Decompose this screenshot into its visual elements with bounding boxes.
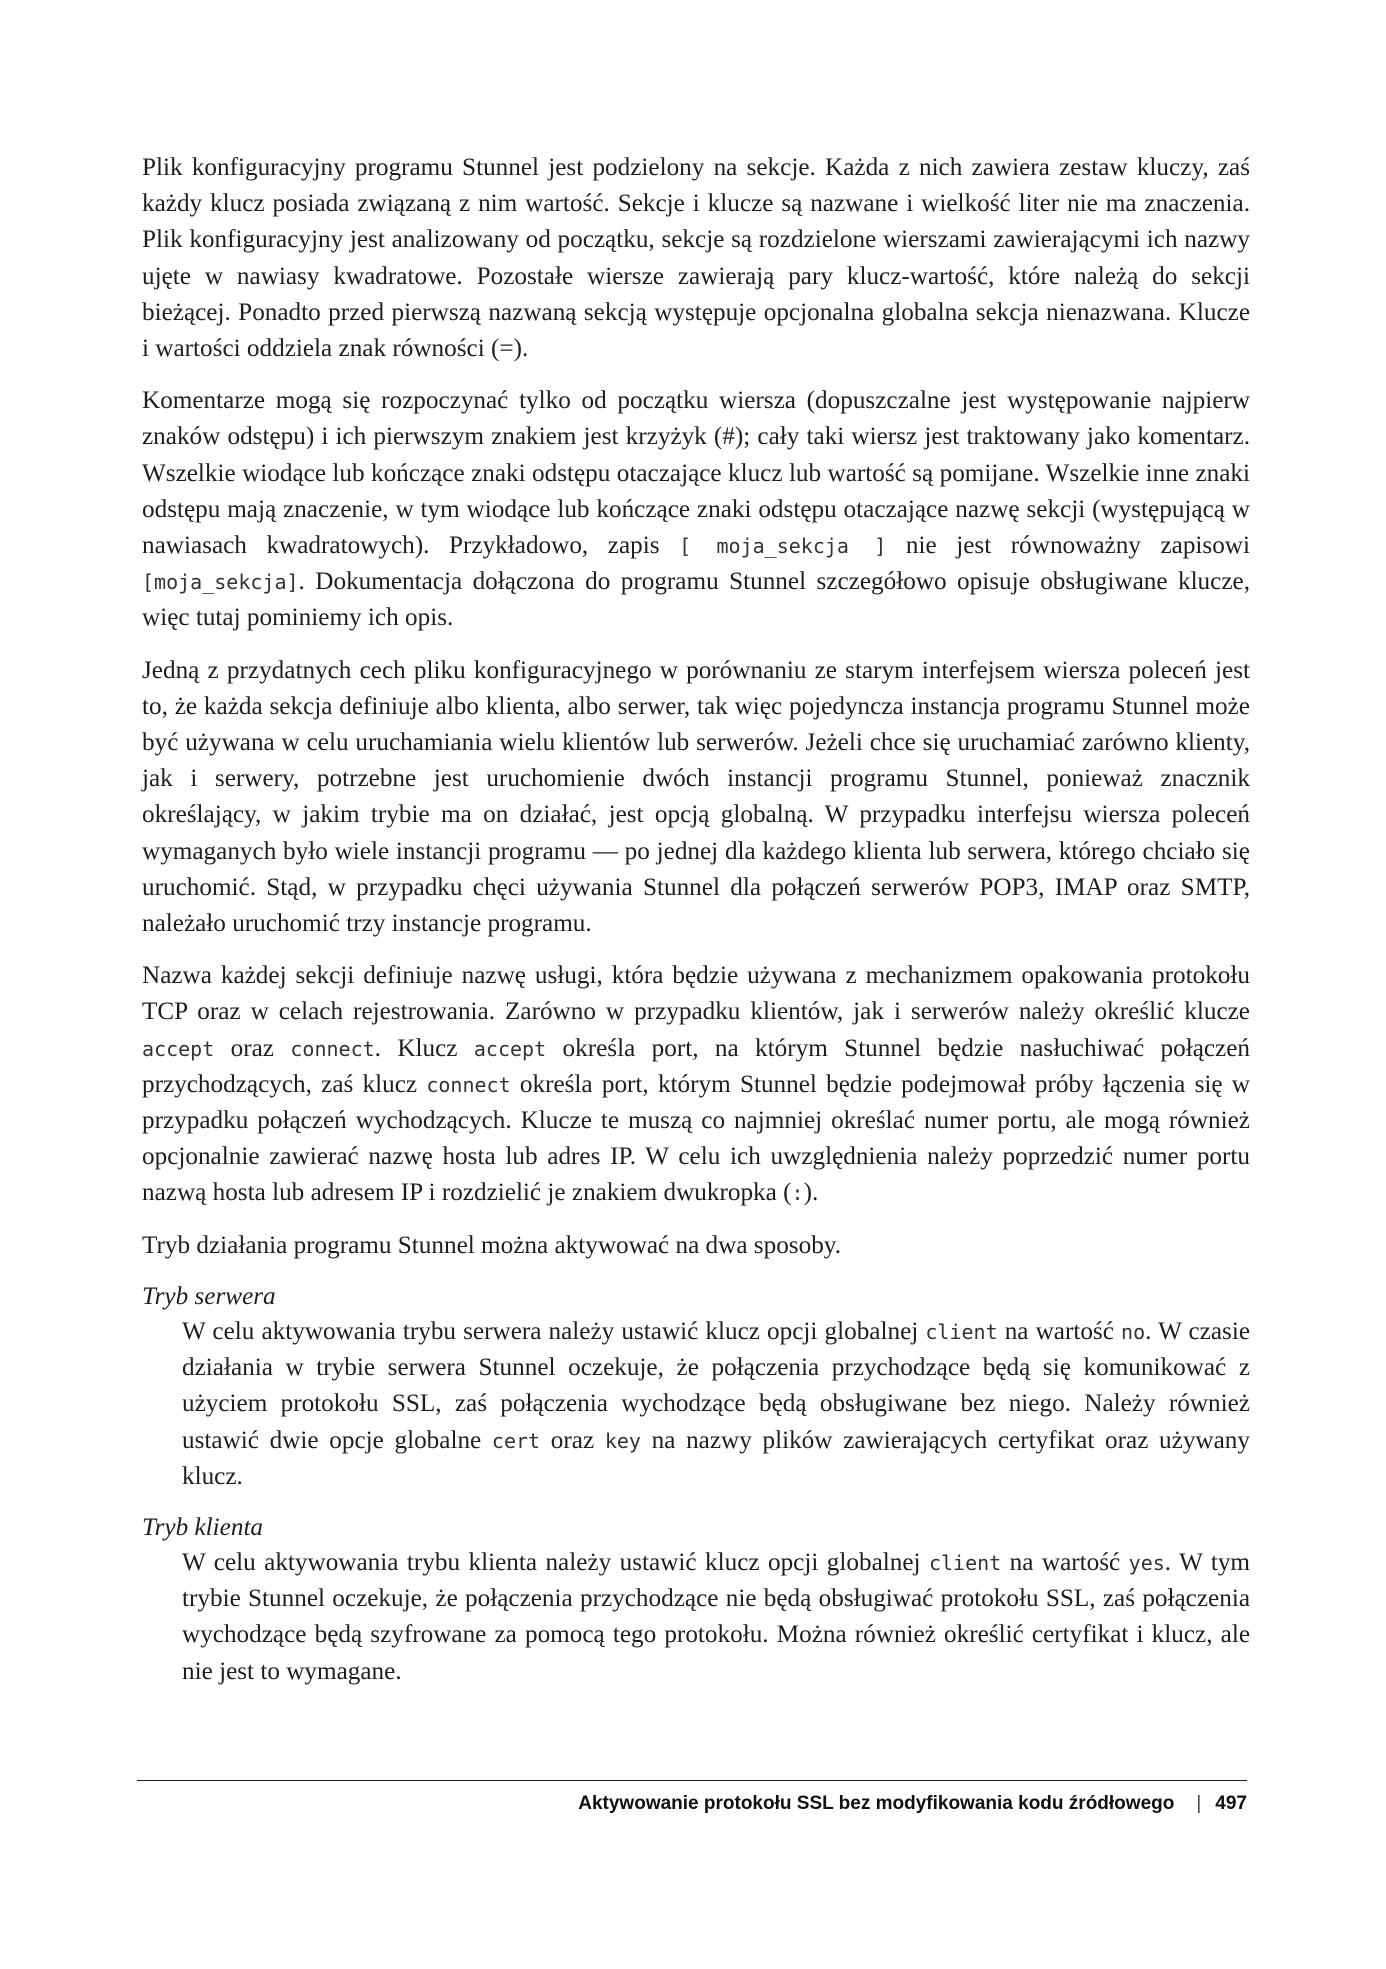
text-run: . W czasie działania w trybie serwera Stunnel oczekuje, że połączenia przychodzące będą się komunikować z użyciem protokołu SSL, zaś połączenia wychodzące będą obsługiwane bez niego. Należy również ustawić dwie opcje globalne (182, 1317, 1251, 1454)
text-run: oraz (214, 1034, 291, 1062)
inline-code: : (791, 1181, 804, 1206)
text-run: nie jest równoważny zapisowi (886, 532, 1250, 560)
inline-code: [ moja_sekcja ] (679, 534, 887, 559)
definition-body (182, 1545, 1250, 1690)
text-run: W celu aktywowania trybu serwera należy ustawić klucz opcji globalnej (182, 1317, 926, 1345)
paragraph (142, 1228, 1250, 1264)
paragraph (142, 958, 1250, 1211)
definition-term: Tryb klienta (142, 1513, 264, 1541)
definition-list (142, 1280, 1250, 1690)
inline-code: connect (290, 1036, 375, 1061)
inline-code: accept (473, 1036, 547, 1061)
page-number: 497 (1215, 1793, 1247, 1814)
text-run: na nazwy plików zawierających certyfikat oraz używany klucz. (182, 1426, 1250, 1490)
inline-code: [moja_sekcja] (142, 570, 299, 595)
text-run: na wartość (1001, 1548, 1129, 1576)
inline-code: connect (426, 1072, 511, 1097)
inline-code: client (928, 1550, 1002, 1575)
inline-code: no (1121, 1319, 1146, 1344)
text-run: określa port, którym Stunnel będzie podejmował próby łączenia się w przypadku połączeń wychodzących. Klucze te muszą co najmniej określać numer portu, ale mogą również opcjonalnie zawierać nazwę hosta lub adres IP. W celu ich uwzględnienia należy poprzedzić numer portu nazwą hosta lub adresem IP i rozdzielić je znakiem dwukropka ( (142, 1070, 1250, 1207)
text-run: . W tym trybie Stunnel oczekuje, że połączenia przychodzące nie będą obsługiwać protokołu SSL, zaś połączenia wychodzące będą szyfrowane za pomocą tego protokołu. Można również określić certyfikat i klucz, ale nie jest to wymagane. (182, 1548, 1251, 1685)
definition-body (182, 1314, 1250, 1495)
inline-code: cert (491, 1428, 541, 1453)
text-run: Plik konfiguracyjny programu Stunnel jest podzielony na sekcje. Każda z nich zawiera zestaw kluczy, zaś każdy klucz posiada związaną z nim wartość. Sekcje i klucze są nazwane i wielkość liter nie ma znaczenia. Plik konfiguracyjny jest analizowany od początku, sekcje są rozdzielone wierszami zawierającymi ich nazwy ujęte w nawiasy kwadratowe. Pozostałe wiersze zawierają pary klucz-wartość, które należą do sekcji bieżącej. Ponadto przed pierwszą nazwaną sekcją występuje opcjonalna globalna sekcja nienazwana. Klucze i wartości oddziela znak równości (=). (142, 154, 1250, 363)
paragraph (142, 653, 1250, 943)
paragraph (142, 383, 1250, 636)
footer-separator: | (1196, 1793, 1202, 1814)
paragraph (142, 150, 1250, 367)
text-run: Komentarze mogą się rozpoczynać tylko od początku wiersza (dopuszczalne jest występowanie najpierw znaków odstępu) i ich pierwszym znakiem jest krzyżyk (#); cały taki wiersz jest traktowany jako komentarz. Wszelkie wiodące lub kończące znaki odstępu otaczające klucz lub wartość są pomijane. Wszelkie inne znaki odstępu mają znaczenie, w tym wiodące lub kończące znaki odstępu otaczające nazwę sekcji (występującą w nawiasach kwadratowych). Przykładowo, zapis (142, 387, 1250, 560)
footer-title: Aktywowanie protokołu SSL bez modyfikowania kodu źródłowego (578, 1793, 1175, 1814)
page-body (142, 150, 1250, 1706)
text-run: Tryb działania programu Stunnel można aktywować na dwa sposoby. (142, 1231, 842, 1259)
text-run: oraz (540, 1426, 605, 1454)
text-run: . Dokumentacja dołączona do programu Stunnel szczegółowo opisuje obsługiwane klucze, więc tutaj pominiemy ich opis. (142, 568, 1250, 632)
inline-code: yes (1128, 1550, 1165, 1575)
page-footer (137, 1780, 1247, 1814)
text-run: Jedną z przydatnych cech pliku konfiguracyjnego w porównaniu ze starym interfejsem wiersza poleceń jest to, że każda sekcja definiuje albo klienta, albo serwer, tak więc pojedyncza instancja programu Stunnel może być używana w celu uruchamiania wielu klientów lub serwerów. Jeżeli chce się uruchamiać zarówno klienty, jak i serwery, potrzebne jest uruchomienie dwóch instancji programu Stunnel, ponieważ znacznik określający, w jakim trybie ma on działać, jest opcją globalną. W przypadku interfejsu wiersza poleceń wymaganych było wiele instancji programu — po jednej dla każdego klienta lub serwera, którego chciało się uruchomić. Stąd, w przypadku chęci używania Stunnel dla połączeń serwerów POP3, IMAP oraz SMTP, należało uruchomić trzy instancje programu. (142, 656, 1250, 938)
text-run: . Klucz (374, 1034, 474, 1062)
text-run: W celu aktywowania trybu klienta należy ustawić klucz opcji globalnej (182, 1548, 929, 1576)
inline-code: key (604, 1428, 641, 1453)
inline-code: client (925, 1319, 998, 1344)
inline-code: accept (142, 1036, 215, 1061)
definition-term: Tryb serwera (142, 1282, 276, 1310)
text-run: ). (803, 1179, 819, 1207)
text-run: określa port, na którym Stunnel będzie nasłuchiwać połączeń przychodzących, zaś klucz (142, 1034, 1251, 1098)
text-run: Nazwa każdej sekcji definiuje nazwę usługi, która będzie używana z mechanizmem opakowania protokołu TCP oraz w celach rejestrowania. Zarówno w przypadku klientów, jak i serwerów należy określić klucze (142, 962, 1250, 1026)
running-footer (578, 1793, 1247, 1815)
text-run: na wartość (997, 1317, 1122, 1345)
